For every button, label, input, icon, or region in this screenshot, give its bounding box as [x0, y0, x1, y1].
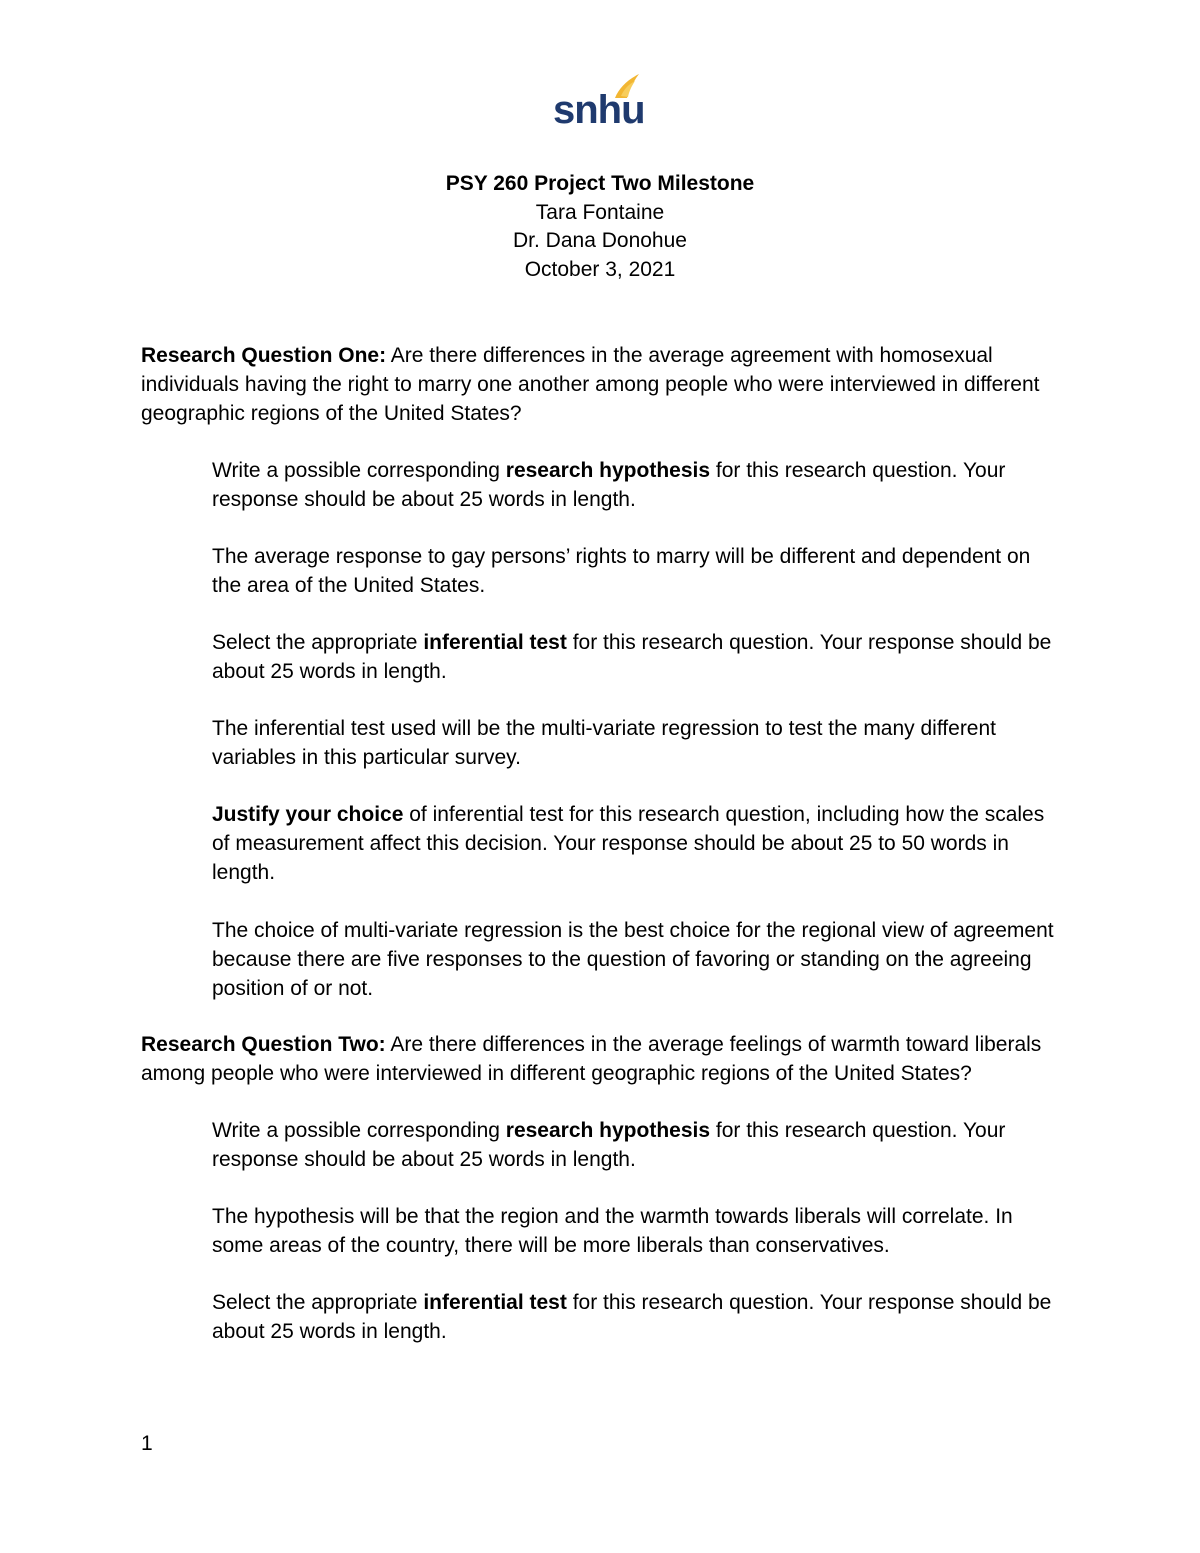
prompt-emphasis: inferential test: [423, 1291, 567, 1314]
instructor-name: Dr. Dana Donohue: [513, 229, 687, 252]
prompt-text: for this research question. Your response should be about 25 words in length.: [212, 1119, 1006, 1171]
research-question-two: [141, 1030, 1061, 1088]
q1-justify-prompt: [212, 800, 1062, 887]
prompt-text: Write a possible corresponding: [212, 459, 506, 482]
question-label: Research Question One:: [141, 344, 387, 367]
snhu-logo: [553, 72, 643, 134]
answer-text: The choice of multi-variate regression is the best choice for the regional view of agreement because there are five responses to the question of favoring or standing on the agreeing position of or not.: [212, 919, 1054, 1000]
prompt-text: Select the appropriate: [212, 1291, 424, 1314]
q1-hypothesis-answer: [212, 542, 1062, 600]
page-number: 1: [141, 1432, 153, 1455]
prompt-text: for this research question. Your response should be about 25 words in length.: [212, 459, 1006, 511]
question-text: Are there differences in the average agreement with homosexual individuals having the right to marry one another among people who were interviewed in different geographic regions of the United States?: [141, 344, 1040, 425]
question-text: Are there differences in the average feelings of warmth toward liberals among people who were interviewed in different geographic regions of the United States?: [141, 1033, 1042, 1085]
answer-text: The average response to gay persons’ rights to marry will be different and dependent on the area of the United States.: [212, 545, 1031, 597]
answer-text: The hypothesis will be that the region and the warmth towards liberals will correlate. In some areas of the country, there will be more liberals than conservatives.: [212, 1205, 1013, 1257]
q2-hypothesis-prompt: [212, 1116, 1062, 1174]
q1-test-prompt: [212, 628, 1062, 686]
logo-text: snhu: [553, 88, 645, 132]
prompt-emphasis: research hypothesis: [505, 459, 711, 482]
document-date: October 3, 2021: [524, 257, 676, 281]
q1-hypothesis-prompt: [212, 456, 1062, 514]
prompt-text: Write a possible corresponding: [212, 1119, 506, 1142]
q1-test-answer: [212, 714, 1062, 772]
prompt-text: Select the appropriate: [212, 631, 424, 654]
q2-hypothesis-answer: [212, 1202, 1062, 1260]
prompt-emphasis: Justify your choice: [212, 803, 404, 826]
document-title: PSY 260 Project Two Milestone: [445, 172, 755, 195]
prompt-emphasis: inferential test: [423, 631, 567, 654]
research-question-one: [141, 341, 1061, 428]
prompt-emphasis: research hypothesis: [505, 1119, 711, 1142]
author-name: Tara Fontaine: [535, 200, 665, 224]
question-label: Research Question Two:: [141, 1033, 386, 1056]
prompt-text: for this research question. Your response should be about 25 words in length.: [212, 1291, 1052, 1343]
answer-text: The inferential test used will be the multi-variate regression to test the many different variables in this particular survey.: [212, 717, 997, 769]
q1-justify-answer: [212, 916, 1062, 1003]
prompt-text: for this research question. Your response should be about 25 words in length.: [212, 631, 1052, 683]
prompt-text: of inferential test for this research question, including how the scales of measurement affect this decision. Your response should be about 25 to 50 words in length.: [212, 803, 1045, 884]
q2-test-prompt: [212, 1288, 1062, 1346]
document-header: [0, 170, 1200, 284]
